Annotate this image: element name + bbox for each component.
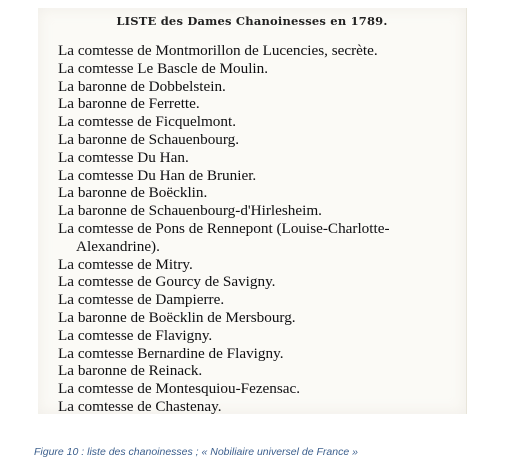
list-item: La baronne de Boëcklin. bbox=[58, 184, 208, 202]
list-item: La baronne de Schauenbourg-d'Hirlesheim. bbox=[58, 202, 322, 220]
list-item: La comtesse de Gourcy de Savigny. bbox=[58, 273, 276, 291]
scanned-page-image bbox=[38, 8, 467, 414]
list-item: La comtesse de Dampierre. bbox=[58, 291, 225, 309]
chanoinesses-list bbox=[58, 42, 458, 416]
list-item: La comtesse de Flavigny. bbox=[58, 326, 213, 344]
list-item: La baronne de Boëcklin de Mersbourg. bbox=[58, 308, 296, 326]
list-item: La comtesse Bernardine de Flavigny. bbox=[58, 344, 284, 362]
list-item: La comtesse Du Han de Brunier. bbox=[58, 166, 257, 184]
list-item: La comtesse de Montmorillon de Lucencies, secrète. bbox=[58, 42, 378, 59]
figure-caption: Figure 10 : liste des chanoinesses ; « Nobiliaire universel de France » bbox=[34, 446, 358, 458]
list-item: La comtesse Du Han. bbox=[58, 148, 189, 166]
list-item: La baronne de Schauenbourg. bbox=[58, 130, 240, 148]
list-item: La comtesse de Ficquelmont. bbox=[58, 113, 236, 131]
list-title: LISTE des Dames Chanoinesses en 1789. bbox=[116, 14, 388, 28]
list-item: La comtesse de Mitry. bbox=[58, 255, 193, 273]
list-item: La baronne de Ferrette. bbox=[58, 95, 200, 113]
list-item: La comtesse de Chastenay. bbox=[58, 397, 222, 415]
list-item: La comtesse Le Bascle de Moulin. bbox=[58, 59, 269, 77]
list-item: La baronne de Dobbelstein. bbox=[58, 77, 226, 95]
list-item: La comtesse de Pons de Rennepont (Louise-Charlotte-Alexandrine). bbox=[58, 219, 390, 255]
list-item: La baronne de Reinack. bbox=[58, 362, 203, 380]
list-item: La comtesse de Montesquiou-Fezensac. bbox=[58, 380, 301, 398]
